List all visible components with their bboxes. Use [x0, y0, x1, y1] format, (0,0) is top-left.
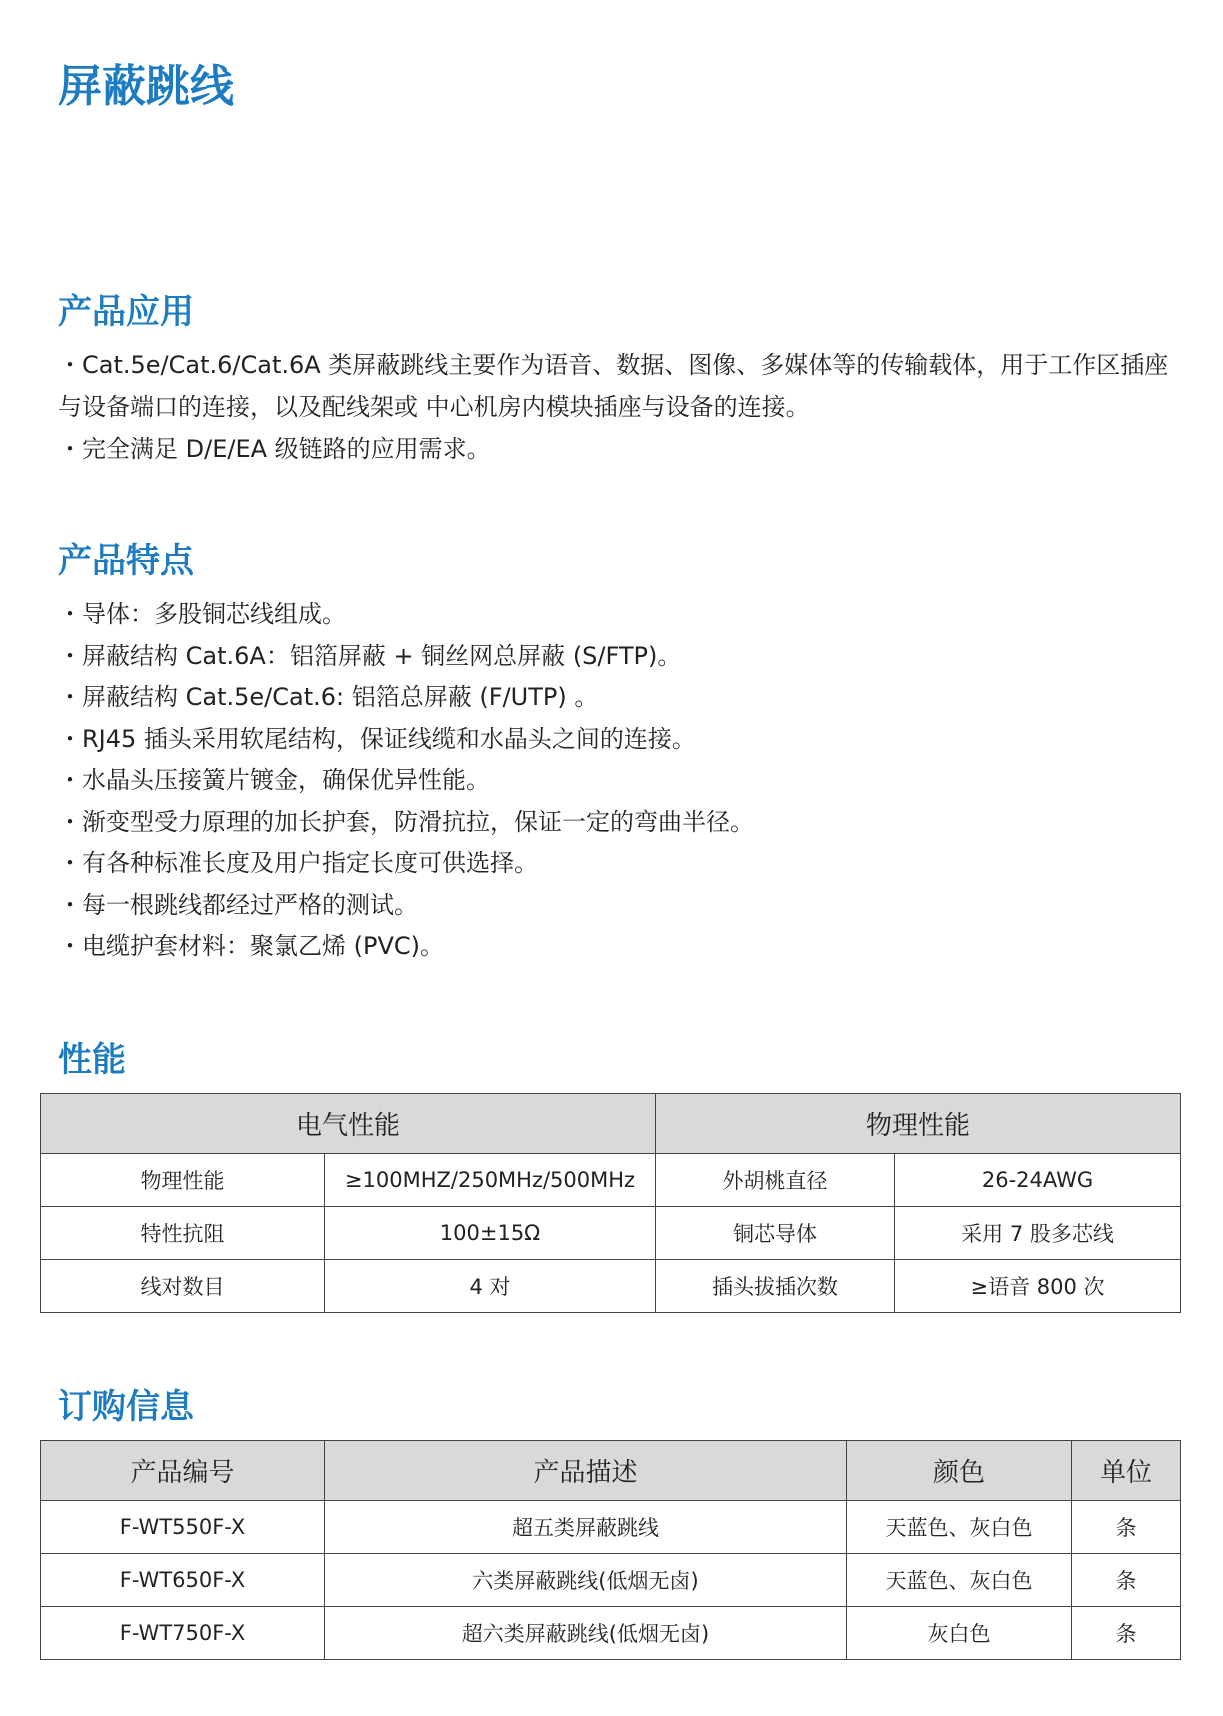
table-row: [41, 1207, 1181, 1260]
cell: 灰白色: [847, 1607, 1072, 1660]
table-row: [41, 1554, 1181, 1607]
cell: ≥100MHZ/250MHz/500MHz: [325, 1154, 656, 1207]
cell: 采用 7 股多芯线: [895, 1207, 1181, 1260]
header-description: 产品描述: [325, 1441, 847, 1501]
section-heading-features: 产品特点: [58, 541, 194, 581]
section-heading-ordering: 订购信息: [58, 1387, 194, 1427]
header-physical: 物理性能: [656, 1094, 1181, 1154]
cell: 天蓝色、灰白色: [847, 1554, 1072, 1607]
header-unit: 单位: [1072, 1441, 1181, 1501]
feature-item: ・RJ45 插头采用软尾结构，保证线缆和水晶头之间的连接。: [58, 724, 696, 753]
cell: 超六类屏蔽跳线(低烟无卤): [325, 1607, 847, 1660]
cell: 条: [1072, 1501, 1181, 1554]
cell: F-WT750F-X: [41, 1607, 325, 1660]
table-row: [41, 1501, 1181, 1554]
performance-table: [40, 1093, 1181, 1313]
cell: 六类屏蔽跳线(低烟无卤): [325, 1554, 847, 1607]
application-line: ・完全满足 D/E/EA 级链路的应用需求。: [58, 435, 491, 463]
feature-item: ・水晶头压接簧片镀金，确保优异性能。: [58, 766, 490, 794]
cell: ≥语音 800 次: [895, 1260, 1181, 1313]
cell: 超五类屏蔽跳线: [325, 1501, 847, 1554]
feature-item: ・渐变型受力原理的加长护套，防滑抗拉，保证一定的弯曲半径。: [58, 807, 754, 836]
header-color: 颜色: [847, 1441, 1072, 1501]
cell: F-WT550F-X: [41, 1501, 325, 1554]
header-product-code: 产品编号: [41, 1441, 325, 1501]
header-electrical: 电气性能: [41, 1094, 656, 1154]
feature-item: ・电缆护套材料：聚氯乙烯 (PVC)。: [58, 932, 445, 960]
table-header-row: [41, 1094, 1181, 1154]
section-heading-performance: 性能: [58, 1040, 126, 1080]
cell: 天蓝色、灰白色: [847, 1501, 1072, 1554]
feature-item: ・有各种标准长度及用户指定长度可供选择。: [58, 849, 538, 877]
table-row: [41, 1607, 1181, 1660]
feature-item: ・每一根跳线都经过严格的测试。: [58, 890, 418, 919]
cell: 特性抗阻: [41, 1207, 325, 1260]
application-text: [58, 344, 1178, 470]
cell: 100±15Ω: [325, 1207, 656, 1260]
cell: 外胡桃直径: [656, 1154, 895, 1207]
feature-item: ・屏蔽结构 Cat.5e/Cat.6: 铝箔总屏蔽 (F/UTP) 。: [58, 683, 599, 711]
table-row: [41, 1154, 1181, 1207]
cell: 26-24AWG: [895, 1154, 1181, 1207]
page-title: 屏蔽跳线: [58, 61, 234, 112]
cell: 铜芯导体: [656, 1207, 895, 1260]
cell: 线对数目: [41, 1260, 325, 1313]
table-header-row: [41, 1441, 1181, 1501]
cell: 插头拔插次数: [656, 1260, 895, 1313]
cell: 物理性能: [41, 1154, 325, 1207]
cell: 条: [1072, 1554, 1181, 1607]
cell: 条: [1072, 1607, 1181, 1660]
cell: 4 对: [325, 1260, 656, 1313]
section-heading-application: 产品应用: [58, 292, 194, 332]
cell: F-WT650F-X: [41, 1554, 325, 1607]
table-row: [41, 1260, 1181, 1313]
feature-item: ・屏蔽结构 Cat.6A：铝箔屏蔽 + 铜丝网总屏蔽 (S/FTP)。: [58, 641, 682, 670]
ordering-table: [40, 1440, 1181, 1660]
application-line: ・Cat.5e/Cat.6/Cat.6A 类屏蔽跳线主要作为语音、数据、图像、多媒体等的传输载体，用于工作区插座与设备端口的连接，以及配线架或 中心机房内模块插座与设备的连接。: [58, 351, 1169, 421]
feature-item: ・导体：多股铜芯线组成。: [58, 600, 346, 628]
feature-list: [58, 594, 1178, 968]
